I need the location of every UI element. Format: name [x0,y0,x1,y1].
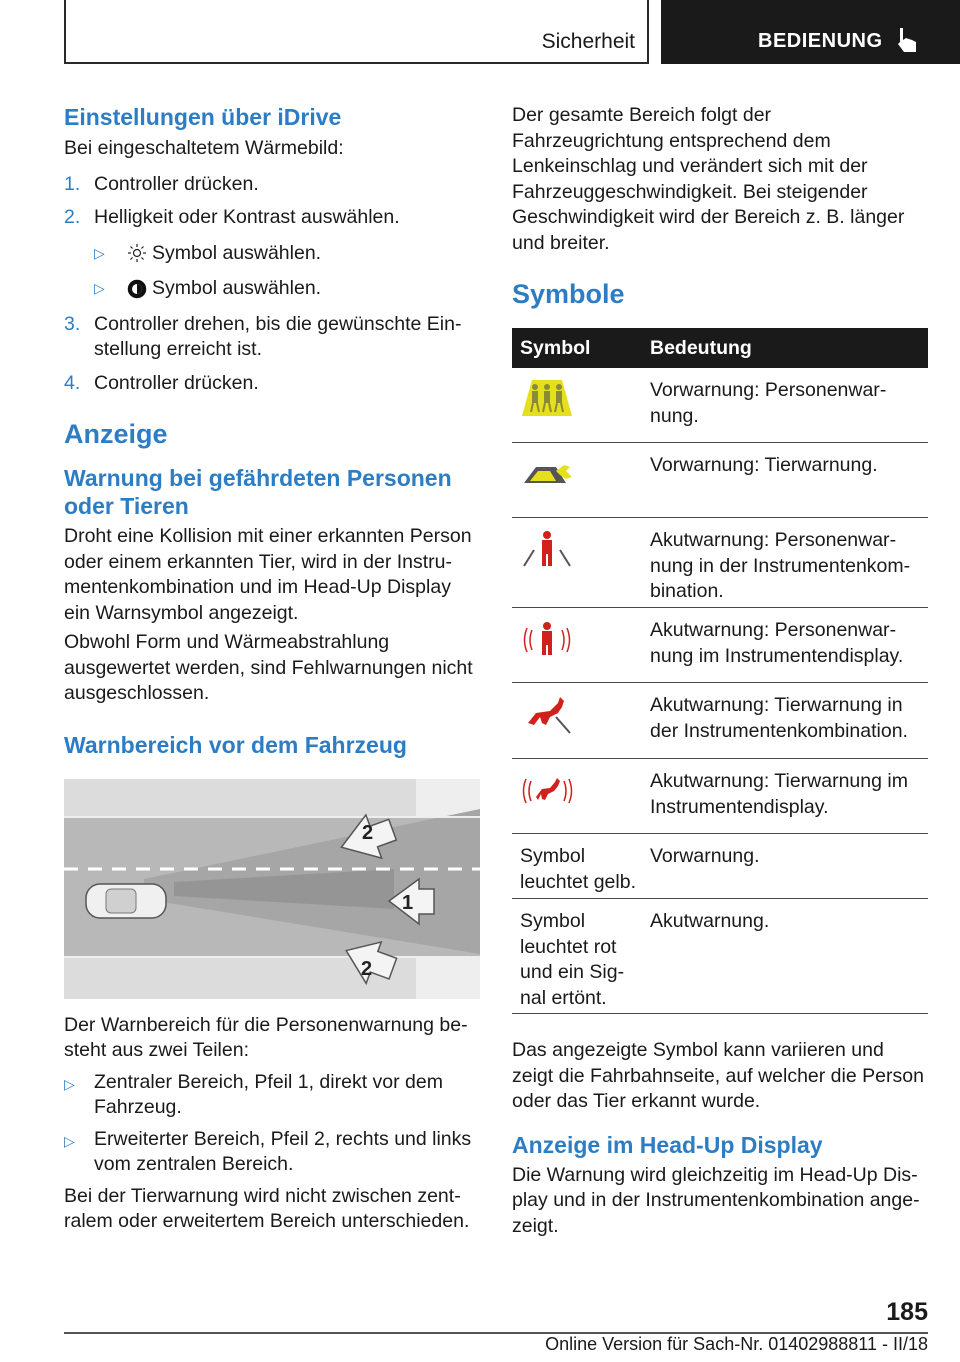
footer-rule [64,1332,928,1354]
animal-prewarning-icon [520,453,574,493]
bullet-zentral: ▷ Zentraler Bereich, Pfeil 1, direkt vor dem Fahrzeug. [64,1070,443,1118]
hand-pointer-icon [894,26,920,56]
table-row: Akutwarnung: Tierwarnung im Instrumentendisplay. [512,759,928,834]
person-acute-warning-icon [520,528,574,572]
warning-area-diagram [64,779,480,999]
symbol-table [512,328,928,1014]
animal-acute-warning-icon [520,693,574,737]
paragraph-tierwarnung: Bei der Tierwarnung wird nicht zwischen zentralem oder erweitertem Bereich unterschieden. [64,1184,470,1232]
right-column [512,103,928,1239]
step-2: 2. Helligkeit oder Kontrast auswählen. [64,206,400,228]
heading-anzeige: Anzeige [64,419,168,449]
label-arrow-1: 1 [402,891,414,914]
step-3: 3. Controller drehen, bis die gewünschte Einstellung erreicht ist. [64,312,462,360]
footer-version: Online Version für Sach-Nr. 01402988811 - II/18 [545,1334,928,1354]
table-row: Vorwarnung: Personenwarnung. [512,368,928,443]
paragraph-warnung: Droht eine Kollision mit einer erkannten Person oder einem erkannten Tier, wird in der Instrumentenkombination und im Head-Up Display ein Warnsymbol angezeigt. [64,525,472,624]
heading-hud: Anzeige im Head-Up Display [512,1131,823,1158]
contrast-icon [122,278,152,300]
heading-warnung: Warnung bei gefährdeten Personen oder Tieren [64,465,452,519]
left-column [64,100,480,1235]
table-row: Akutwarnung: Tierwarnung in der Instrumentenkombination. [512,683,928,759]
header-chapter-label: BEDIENUNG [758,30,883,52]
paragraph-hud: Die Warnung wird gleichzeitig im Head-Up Display und in der Instrumentenkombination angezeigt. [512,1163,920,1237]
heading-warnbereich: Warnbereich vor dem Fahrzeug [64,731,407,758]
label-arrow-2-bottom: 2 [361,957,373,980]
heading-idrive: Einstellungen über iDrive [64,104,342,130]
header-section-box [64,0,649,64]
paragraph-symbol-variiert: Das angezeigte Symbol kann variieren und zeigt die Fahrbahnseite, auf welcher die Person oder das Tier erkannt wurde. [512,1039,924,1112]
animal-display-warning-icon [520,769,574,813]
step-4: 4. Controller drücken. [64,371,259,394]
table-row: Symbol leuchtet gelb. Vorwarnung. [512,834,928,899]
intro-text: Bei eingeschaltetem Wärmebild: [64,137,344,159]
table-row: Vorwarnung: Tierwarnung. [512,443,928,518]
person-display-warning-icon [520,618,574,662]
page-number: 185 [886,1298,928,1326]
substep-contrast: ▷ Symbol auswählen. [94,277,322,299]
step-1: 1. Controller drücken. [64,172,259,195]
brightness-sun-icon [122,242,152,264]
label-arrow-2-top: 2 [362,821,374,844]
table-header: Symbol Bedeutung [512,328,928,368]
table-row: Akutwarnung: Personenwarnung im Instrumentendisplay. [512,608,928,683]
paragraph-bereich: Der gesamte Bereich folgt der Fahrzeugrichtung entsprechend dem Lenkeinschlag und verändert sich mit der Fahrzeuggeschwindigkeit. Bei steigender Geschwindigkeit wird der Bereich z. B. länger und breiter. [512,104,905,254]
bullet-erweitert: ▷ Erweiterter Bereich, Pfeil 2, rechts und links vom zentralen Bereich. [64,1127,472,1175]
persons-prewarning-icon [520,378,574,418]
heading-symbole: Symbole [512,279,625,309]
car-icon [86,884,166,918]
substep-brightness: ▷ Symbol auswählen. [94,241,322,264]
table-row: Symbol leuchtet rot und ein Signal ertönt. Akutwarnung. [512,899,928,1014]
table-row: Akutwarnung: Personenwarnung in der Instrumentenkombination. [512,518,928,608]
paragraph-fehlwarnung: Obwohl Form und Wärmeabstrahlung ausgewertet werden, sind Fehlwarnungen nicht ausgeschlossen. [64,631,473,704]
header-section-label: Sicherheit [541,30,635,53]
paragraph-warnbereich: Der Warnbereich für die Personenwarnung besteht aus zwei Teilen: [64,1013,468,1061]
